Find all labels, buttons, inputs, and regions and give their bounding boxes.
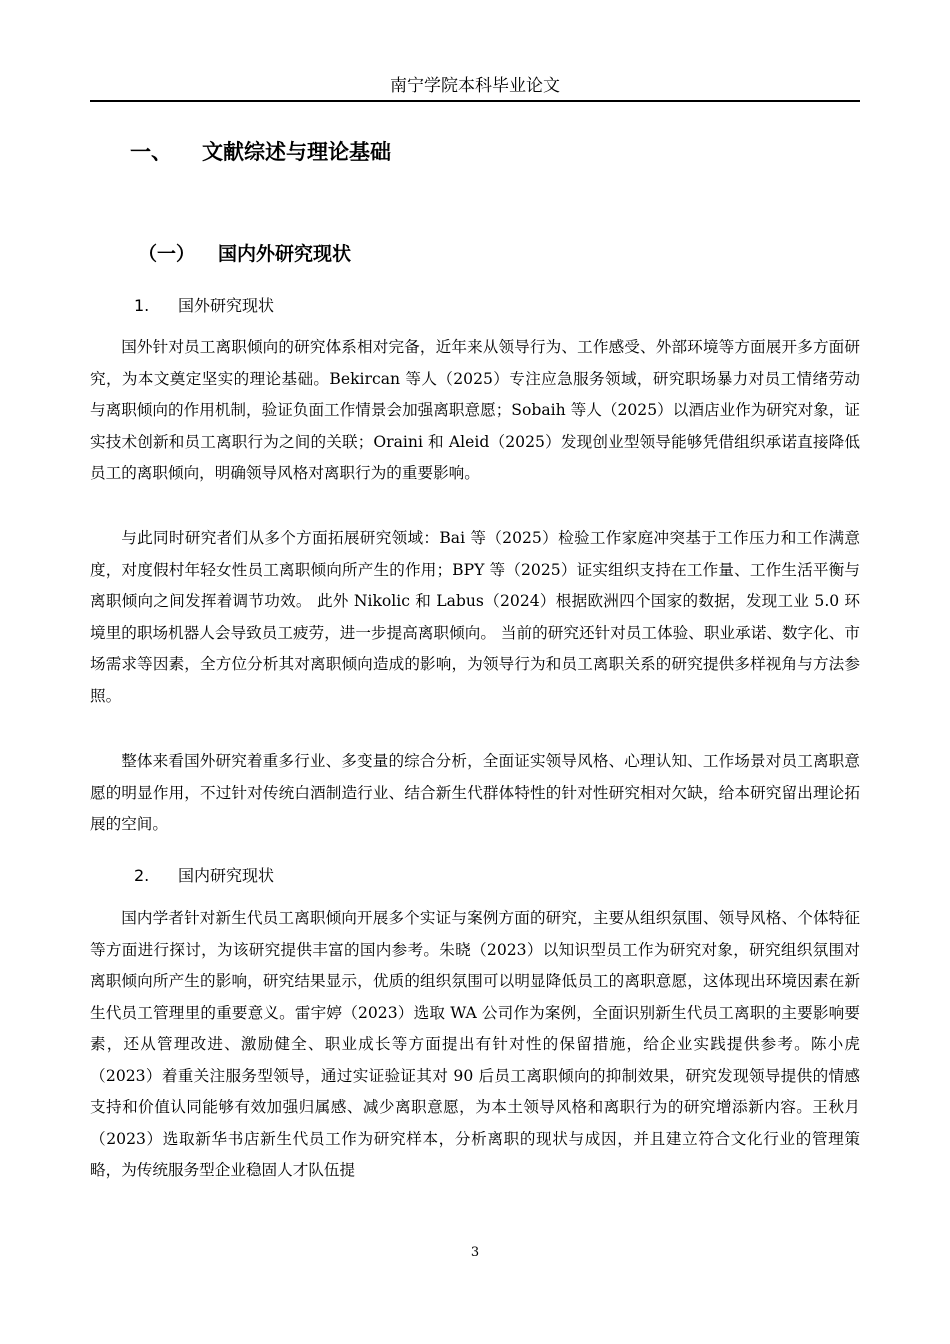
section-heading	[138, 240, 351, 268]
subsection-number: 1.	[134, 296, 150, 315]
page-header: 南宁学院本科毕业论文	[390, 76, 560, 96]
page-number: 3	[470, 1245, 480, 1260]
body-paragraph: 整体来看国外研究着重多行业、多变量的综合分析，全面证实领导风格、心理认知、工作场景对员工离职意愿的明显作用，不过针对传统白酒制造行业、结合新生代群体特性的针对性研究相对欠缺，给本研究留出理论拓展的空间。	[90, 752, 860, 833]
body-paragraph: 国外针对员工离职倾向的研究体系相对完备，近年来从领导行为、工作感受、外部环境等方面展开多方面研究，为本文奠定坚实的理论基础。Bekircan 等人（2025）专注应急服务领域，研究职场暴力对员工情绪劳动与离职倾向的作用机制，验证负面工作情景会加强离职意愿；Sobaih 等人（2025）以酒店业作为研究对象，证实技术创新和员工离职行为之间的关联；Oraini 和 Aleid（2025）发现创业型领导能够凭借组织承诺直接降低员工的离职倾向，明确领导风格对离职行为的重要影响。	[90, 338, 860, 482]
subsection-title: 国内研究现状	[178, 866, 275, 885]
chapter-heading	[130, 137, 391, 167]
section-title: 国内外研究现状	[218, 243, 352, 265]
subsection-heading-domestic	[134, 864, 274, 888]
header-rule	[90, 100, 860, 102]
chapter-title: 文献综述与理论基础	[202, 140, 391, 164]
chapter-number: 一、	[130, 140, 172, 164]
body-paragraph: 国内学者针对新生代员工离职倾向开展多个实证与案例方面的研究，主要从组织氛围、领导风格、个体特征等方面进行探讨，为该研究提供丰富的国内参考。朱晓（2023）以知识型员工作为研究对象，研究组织氛围对离职倾向所产生的影响，研究结果显示，优质的组织氛围可以明显降低员工的离职意愿，这体现出环境因素在新生代员工管理里的重要意义。雷宇婷（2023）选取 WA 公司作为案例，全面识别新生代员工离职的主要影响要素，还从管理改进、激励健全、职业成长等方面提出有针对性的保留措施，给企业实践提供参考。陈小虎（2023）着重关注服务型领导，通过实证验证其对 90 后员工离职倾向的抑制效果，研究发现领导提供的情感支持和价值认同能够有效加强归属感、减少离职意愿，为本土领导风格和离职行为的研究增添新内容。王秋月（2023）选取新华书店新生代员工作为研究样本，分析离职的现状与成因，并且建立符合文化行业的管理策略，为传统服务型企业稳固人才队伍提	[90, 909, 860, 1179]
subsection-title: 国外研究现状	[178, 296, 275, 315]
section-number: （一）	[138, 243, 196, 265]
subsection-heading-foreign	[134, 294, 274, 318]
body-paragraph: 与此同时研究者们从多个方面拓展研究领域：Bai 等（2025）检验工作家庭冲突基于工作压力和工作满意度，对度假村年轻女性员工离职倾向所产生的作用；BPY 等（2025）证实组织支持在工作量、工作生活平衡与离职倾向之间发挥着调节功效。 此外 Nikolic 和 Labus（2024）根据欧洲四个国家的数据，发现工业 5.0 环境里的职场机器人会导致员工疲劳，进一步提高离职倾向。 当前的研究还针对员工体验、职业承诺、数字化、市场需求等因素，全方位分析其对离职倾向造成的影响，为领导行为和员工离职关系的研究提供多样视角与方法参照。	[90, 529, 860, 705]
subsection-number: 2.	[134, 866, 150, 885]
